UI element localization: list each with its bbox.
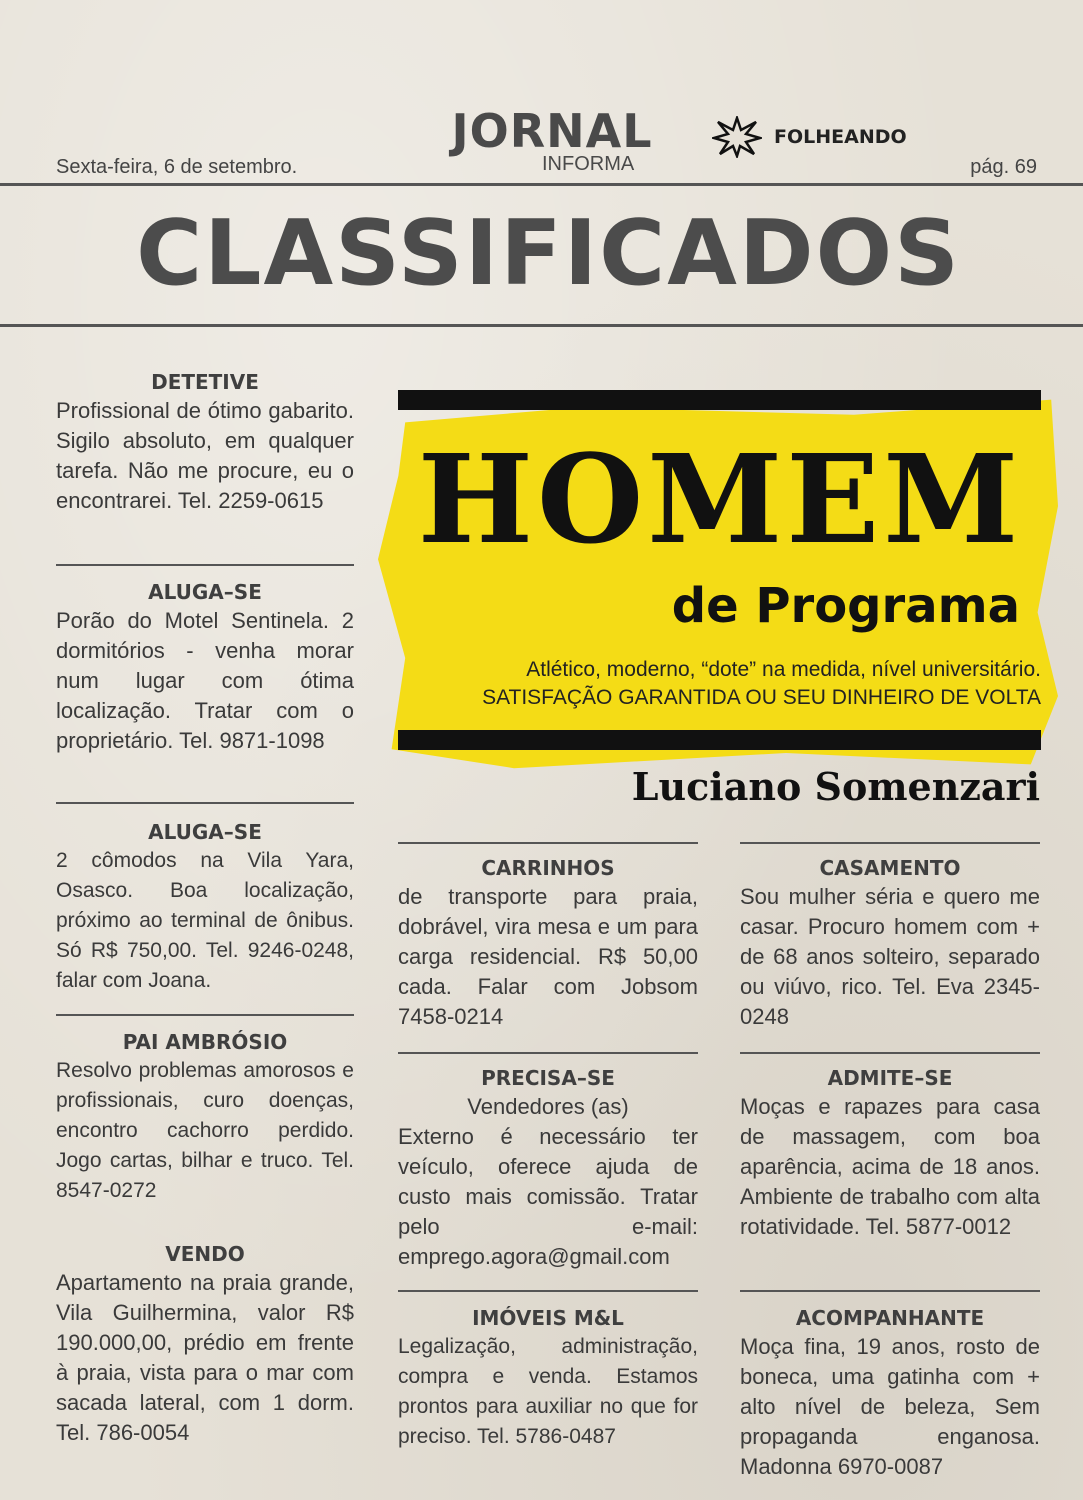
ad-heading: DETETIVE	[151, 370, 259, 394]
ad-separator	[398, 842, 698, 844]
section-title: CLASSIFICADOS	[136, 201, 961, 306]
ad-heading: ALUGA–SE	[148, 820, 262, 844]
ad-heading: ALUGA–SE	[148, 580, 262, 604]
title-bar-bottom	[398, 730, 1041, 750]
ad-aluga-porao	[56, 578, 354, 756]
newspaper-logo	[432, 104, 672, 175]
ad-heading: IMÓVEIS M&L	[472, 1306, 624, 1330]
ad-heading: ADMITE–SE	[827, 1066, 953, 1090]
ad-separator	[740, 1052, 1040, 1054]
ad-separator	[740, 1290, 1040, 1292]
ad-body: de transporte para praia, dobrável, vira mesa e um para carga residencial. R$ 50,00 cada. Falar com Jobsom 7458-0214	[398, 884, 698, 1029]
ad-subheading: Vendedores (as)	[467, 1094, 629, 1119]
ad-detetive	[56, 368, 354, 516]
ad-heading: CASAMENTO	[819, 856, 961, 880]
star-burst-icon	[712, 116, 762, 158]
ad-body: Resolvo problemas amorosos e profissionais, curo doenças, encontro cachorro perdido. Jogo cartas, bilhar e truco. Tel. 8547-0272	[56, 1059, 354, 1202]
ad-separator	[398, 1052, 698, 1054]
page-number: pág. 69	[970, 156, 1037, 178]
logo-sub-text: INFORMA	[542, 153, 635, 175]
ad-body: Moça fina, 19 anos, rosto de boneca, uma gatinha com + alto nível de beleza, Sem propaganda enganosa. Madonna 6970-0087	[740, 1334, 1040, 1479]
book-title: HOMEM	[417, 427, 1023, 571]
ad-body: Apartamento na praia grande, Vila Guilhermina, valor R$ 190.000,00, prédio em frente à praia, vista para o mar com sacada lateral, com 1 dorm. Tel. 786-0054	[56, 1270, 354, 1445]
ad-aluga-comodos	[56, 818, 354, 996]
ad-heading: PRECISA–SE	[481, 1066, 615, 1090]
ad-body: Legalização, administração, compra e venda. Estamos prontos para auxiliar no que for preciso. Tel. 5786-0487	[398, 1335, 698, 1448]
ad-imoveis	[398, 1304, 698, 1452]
ad-heading: CARRINHOS	[481, 856, 615, 880]
masthead-rule	[0, 183, 1083, 186]
ad-separator	[56, 802, 354, 804]
ad-body: Externo é necessário ter veículo, oferece ajuda de custo mais comissão. Tratar pelo e-mail: emprego.agora@gmail.com	[398, 1124, 698, 1269]
title-bar-top	[398, 390, 1041, 410]
book-tagline	[398, 656, 1041, 712]
publisher-brand	[712, 116, 907, 158]
ad-acompanhante	[740, 1304, 1040, 1482]
ad-body: 2 cômodos na Vila Yara, Osasco. Boa localização, próximo ao terminal de ônibus. Só R$ 750,00. Tel. 9246-0248, falar com Joana.	[56, 849, 354, 992]
issue-date: Sexta-feira, 6 de setembro.	[56, 156, 298, 178]
publisher-name: FOLHEANDO	[774, 126, 907, 148]
ad-body: Profissional de ótimo gabarito. Sigilo absoluto, em qualquer tarefa. Não me procure, eu o encontrarei. Tel. 2259-0615	[56, 398, 354, 513]
ad-heading: ACOMPANHANTE	[795, 1306, 985, 1330]
ad-body: Sou mulher séria e quero me casar. Procuro homem com + de 68 anos solteiro, separado ou viúvo, rico. Tel. Eva 2345-0248	[740, 884, 1040, 1029]
ad-admite-se	[740, 1064, 1040, 1242]
ad-carrinhos	[398, 854, 698, 1032]
ad-separator	[398, 1290, 698, 1292]
ad-heading: PAI AMBRÓSIO	[122, 1030, 288, 1054]
ad-casamento	[740, 854, 1040, 1032]
ad-separator	[56, 1014, 354, 1016]
ad-separator	[56, 564, 354, 566]
ad-vendo	[56, 1240, 354, 1448]
ad-body: Moças e rapazes para casa de massagem, com boa aparência, acima de 18 anos. Ambiente de trabalho com alta rotatividade. Tel. 5877-0012	[740, 1094, 1040, 1239]
ad-separator	[740, 842, 1040, 844]
logo-main-text: JORNAL	[451, 104, 653, 158]
ad-pai-ambrosio	[56, 1028, 354, 1206]
ad-heading: VENDO	[165, 1242, 245, 1266]
book-author: Luciano Somenzari	[631, 764, 1040, 809]
tagline-line-1: Atlético, moderno, “dote” na medida, nível universitário.	[526, 658, 1041, 681]
tagline-line-2: SATISFAÇÃO GARANTIDA OU SEU DINHEIRO DE VOLTA	[482, 686, 1041, 709]
book-subtitle: de Programa	[671, 578, 1020, 634]
section-rule	[0, 324, 1083, 327]
ad-body: Porão do Motel Sentinela. 2 dormitórios - venha morar num lugar com ótima localização. Tratar com o proprietário. Tel. 9871-1098	[56, 608, 354, 753]
ad-precisa-se	[398, 1064, 698, 1272]
